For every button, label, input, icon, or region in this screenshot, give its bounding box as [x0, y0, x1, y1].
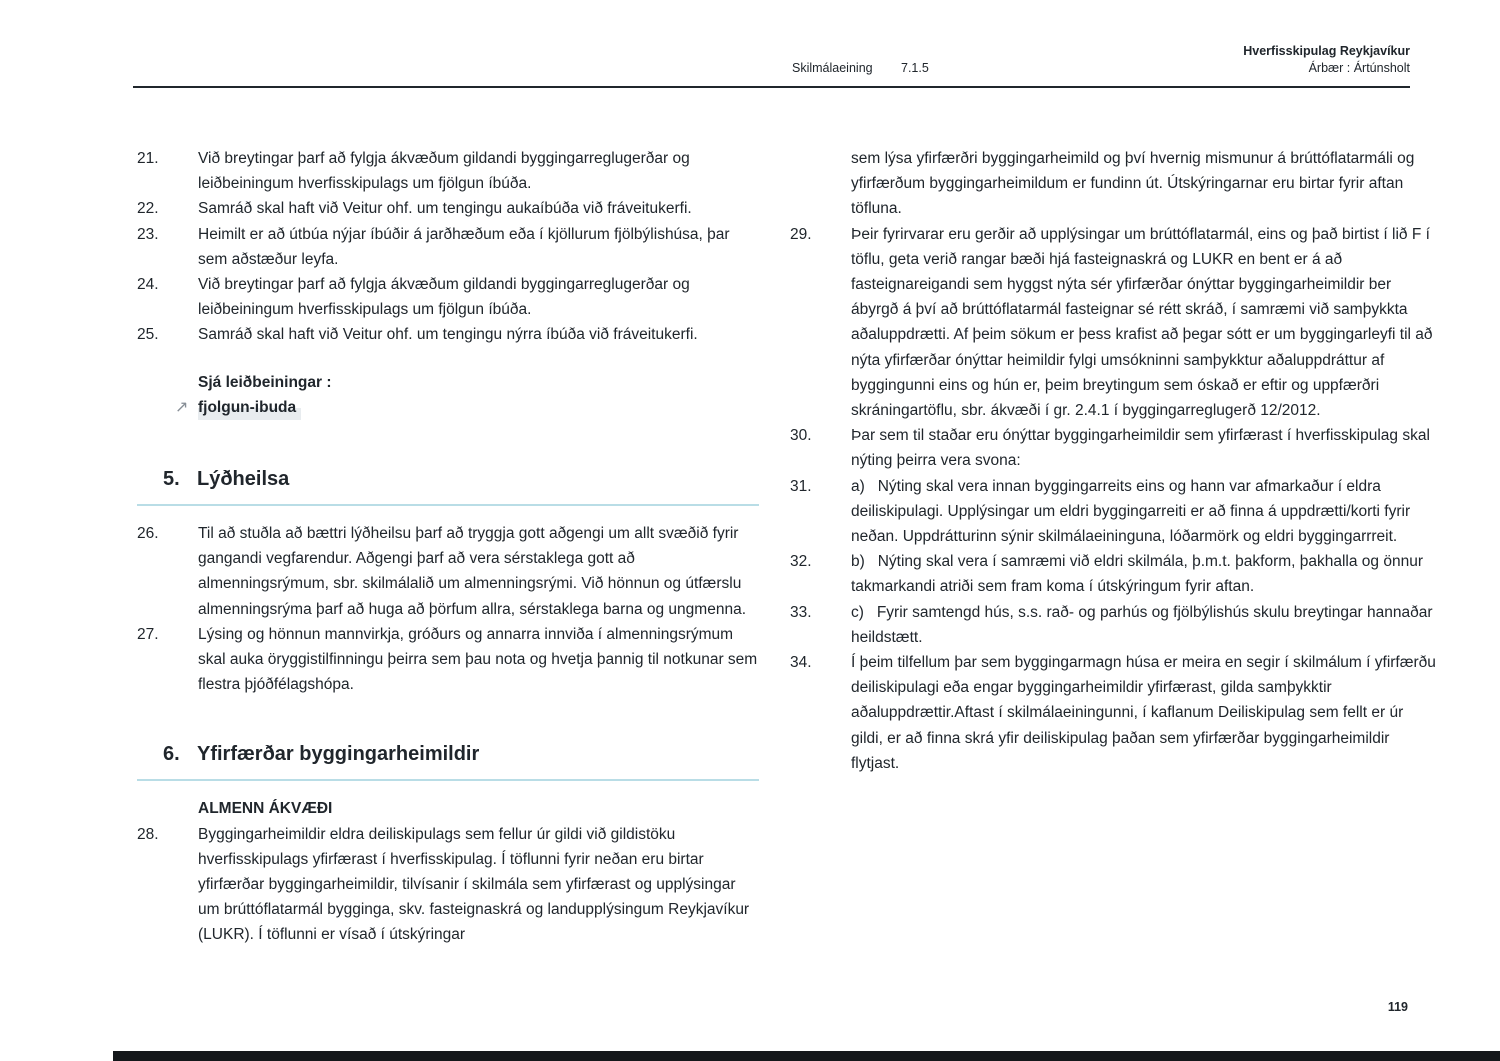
item-text: b) Nýting skal vera í samræmi við eldri skilmála, þ.m.t. þakform, þakhalla og önnur takmarkandi atriði sem fram koma í útskýringum fyrir aftan.: [851, 553, 1423, 596]
item-text: Þeir fyrirvarar eru gerðir að upplýsingar um brúttóflatarmál, eins og það birtist í lið F í töflu, geta verið rangar bæði hjá fasteignaskrá og LUKR en bent er á að fasteignareigandi sem hyggst nýta sér yfirfærðar ónýttar byggingarheimildir ber ábyrgð á því að brúttóflatarmál fasteignar sé rétt skráð, í samræmi við samþykkta aðaluppdrætti. Af þeim sökum er þess krafist að þegar sótt er um byggingarleyfi til að nýta yfirfærðar ónýttar heimildir fylgi umsókninni samþykktur aðaluppdráttur af byggingunni eins og hún er, þeim breytingum sem óskað er eftir og uppfærðri skráningartöflu, sbr. ákvæði í gr. 2.4.1 í byggingarreglugerð 12/2012.: [851, 225, 1433, 420]
list-item: [790, 474, 1438, 550]
right-column: [790, 146, 1438, 776]
continuation-paragraph: sem lýsa yfirfærðri byggingarheimild og því hvernig mismunur á brúttóflatarmáli og yfirfærðum byggingarheimildum er fundinn út. Útskýringarnar eru birtar fyrir aftan töfluna.: [851, 150, 1415, 218]
list-item: [137, 322, 759, 347]
section-number: 6.: [163, 743, 180, 766]
item-text: Við breytingar þarf að fylgja ákvæðum gildandi byggingarreglugerðar og leiðbeiningum hverfisskipulags um fjölgun íbúða.: [198, 150, 690, 193]
item-number: 24.: [137, 276, 159, 294]
list-item: [137, 196, 759, 221]
item-number: 31.: [790, 477, 812, 495]
subsection-heading: ALMENN ÁKVÆÐI: [198, 800, 333, 818]
list-item: [790, 600, 1438, 650]
item-number: 33.: [790, 603, 812, 621]
item-number: 26.: [137, 525, 159, 543]
item-text: Lýsing og hönnun mannvirkja, gróðurs og annarra innviða í almenningsrýmum skal auka öryggistilfinningu þeirra sem þau nota og hvetja þannig til notkunar sem flestra þjóðfélagshópa.: [198, 625, 758, 694]
item-text: Við breytingar þarf að fylgja ákvæðum gildandi byggingarreglugerðar og leiðbeiningum hverfisskipulags um fjölgun íbúða.: [198, 276, 690, 319]
header-doc-title: Hverfisskipulag Reykjavíkur: [1243, 44, 1410, 58]
section-number: 5.: [163, 468, 180, 491]
item-number: 23.: [137, 225, 159, 243]
see-guidelines-label: Sjá leiðbeiningar :: [198, 373, 332, 391]
item-number: 21.: [137, 150, 159, 167]
item-number: 30.: [790, 427, 812, 445]
item-text: Samráð skal haft við Veitur ohf. um tengingu nýrra íbúða við fráveitukerfi.: [198, 326, 698, 344]
list-item: [790, 650, 1438, 776]
item-text: Þar sem til staðar eru ónýttar byggingarheimildir sem yfirfærast í hverfisskipulag skal nýting þeirra vera svona:: [851, 427, 1430, 470]
item-text: c) Fyrir samtengd hús, s.s. rað- og parhús og fjölbýlishús skulu breytingar hannaðar heildstætt.: [851, 603, 1433, 646]
item-text: Í þeim tilfellum þar sem byggingarmagn húsa er meira en segir í skilmálum í yfirfærðu deiliskipulagi eða engar byggingarheimildir yfirfærast, gilda samþykktir aðaluppdrættir.Aftast í skilmálaeiningunni, í kaflanum Deiliskipulag sem fellt er úr gildi, er að finna skrá yfir deiliskipulag þaðan sem yfirfærðar byggingarheimildir flytjast.: [851, 654, 1436, 772]
item-text: Til að stuðla að bættri lýðheilsu þarf að tryggja gott aðgengi um allt svæðið fyrir gangandi vegfarendur. Aðgengi þarf að vera sérstaklega gott að almenningsrýmum, sbr. skilmálalið um almenningsrými. Við hönnun og útfærslu almenningsrýma þarf að huga að þörfum allra, sérstaklega barna og ungmenna.: [198, 525, 746, 618]
item-number: 34.: [790, 654, 812, 672]
footer-bar: [113, 1051, 1500, 1061]
item-number: 25.: [137, 326, 159, 344]
left-column: [137, 146, 759, 948]
section-underline: [137, 504, 759, 506]
section-title: Lýðheilsa: [197, 468, 290, 491]
header-doc-subtitle: Árbær : Ártúnsholt: [1308, 61, 1410, 75]
section5-items: [137, 521, 759, 697]
item-text: a) Nýting skal vera innan byggingarreits eins og hann var afmarkaður í eldra deiliskipulagi. Upplýsingar um eldri byggingarreiti er að finna á uppdrætti/korti fyrir neðan. Uppdrátturinn sýnir skilmálaeininguna, lóðarmörk og eldri byggingarrreit.: [851, 477, 1411, 546]
list-item: [137, 521, 759, 622]
item-number: 32.: [790, 553, 812, 571]
section-heading-5: [163, 468, 759, 491]
list-item: [137, 146, 759, 196]
header-right-block: [1243, 43, 1410, 77]
section-underline: [137, 779, 759, 781]
item-text: Heimilt er að útbúa nýjar íbúðir á jarðhæðum eða í kjöllurum fjölbýlishúsa, þar sem aðstæður leyfa.: [198, 225, 730, 268]
item-number: 22.: [137, 200, 159, 218]
list-item: [790, 222, 1438, 424]
item-text: Samráð skal haft við Veitur ohf. um tengingu aukaíbúða við fráveitukerfi.: [198, 200, 692, 218]
header-section-code: 7.1.5: [901, 61, 929, 75]
item-number: 29.: [790, 225, 812, 243]
list-item: [137, 272, 759, 322]
guideline-link[interactable]: fjolgun-ibuda: [198, 395, 301, 420]
page-number: 119: [1387, 1000, 1408, 1014]
list-item: [137, 222, 759, 272]
item-number: 28.: [137, 825, 159, 843]
guideline-link-row: [175, 395, 759, 420]
item-text: Byggingarheimildir eldra deiliskipulags sem fellur úr gildi við gildistöku hverfisskipulags yfirfærast í hverfisskipulag. Í töflunni fyrir neðan eru birtar yfirfærðar byggingarheimildir, tilvísanir í skilmála sem yfirfærast og upplýsingar um brúttóflatarmál bygginga, skv. fasteignaskrá og landupplýsingum Reykjavíkur (LUKR). Í töflunni er vísað í útskýringar: [198, 825, 750, 944]
item-number: 27.: [137, 625, 159, 643]
external-link-icon: ↗: [175, 398, 189, 416]
section-heading-6: [163, 743, 759, 766]
list-item: [790, 549, 1438, 599]
list-item: [790, 423, 1438, 473]
header-section-label: Skilmálaeining: [792, 61, 873, 75]
list-item: [137, 622, 759, 698]
header-rule: [133, 86, 1410, 88]
section-title: Yfirfærðar byggingarheimildir: [197, 743, 480, 766]
list-item: [137, 822, 759, 948]
